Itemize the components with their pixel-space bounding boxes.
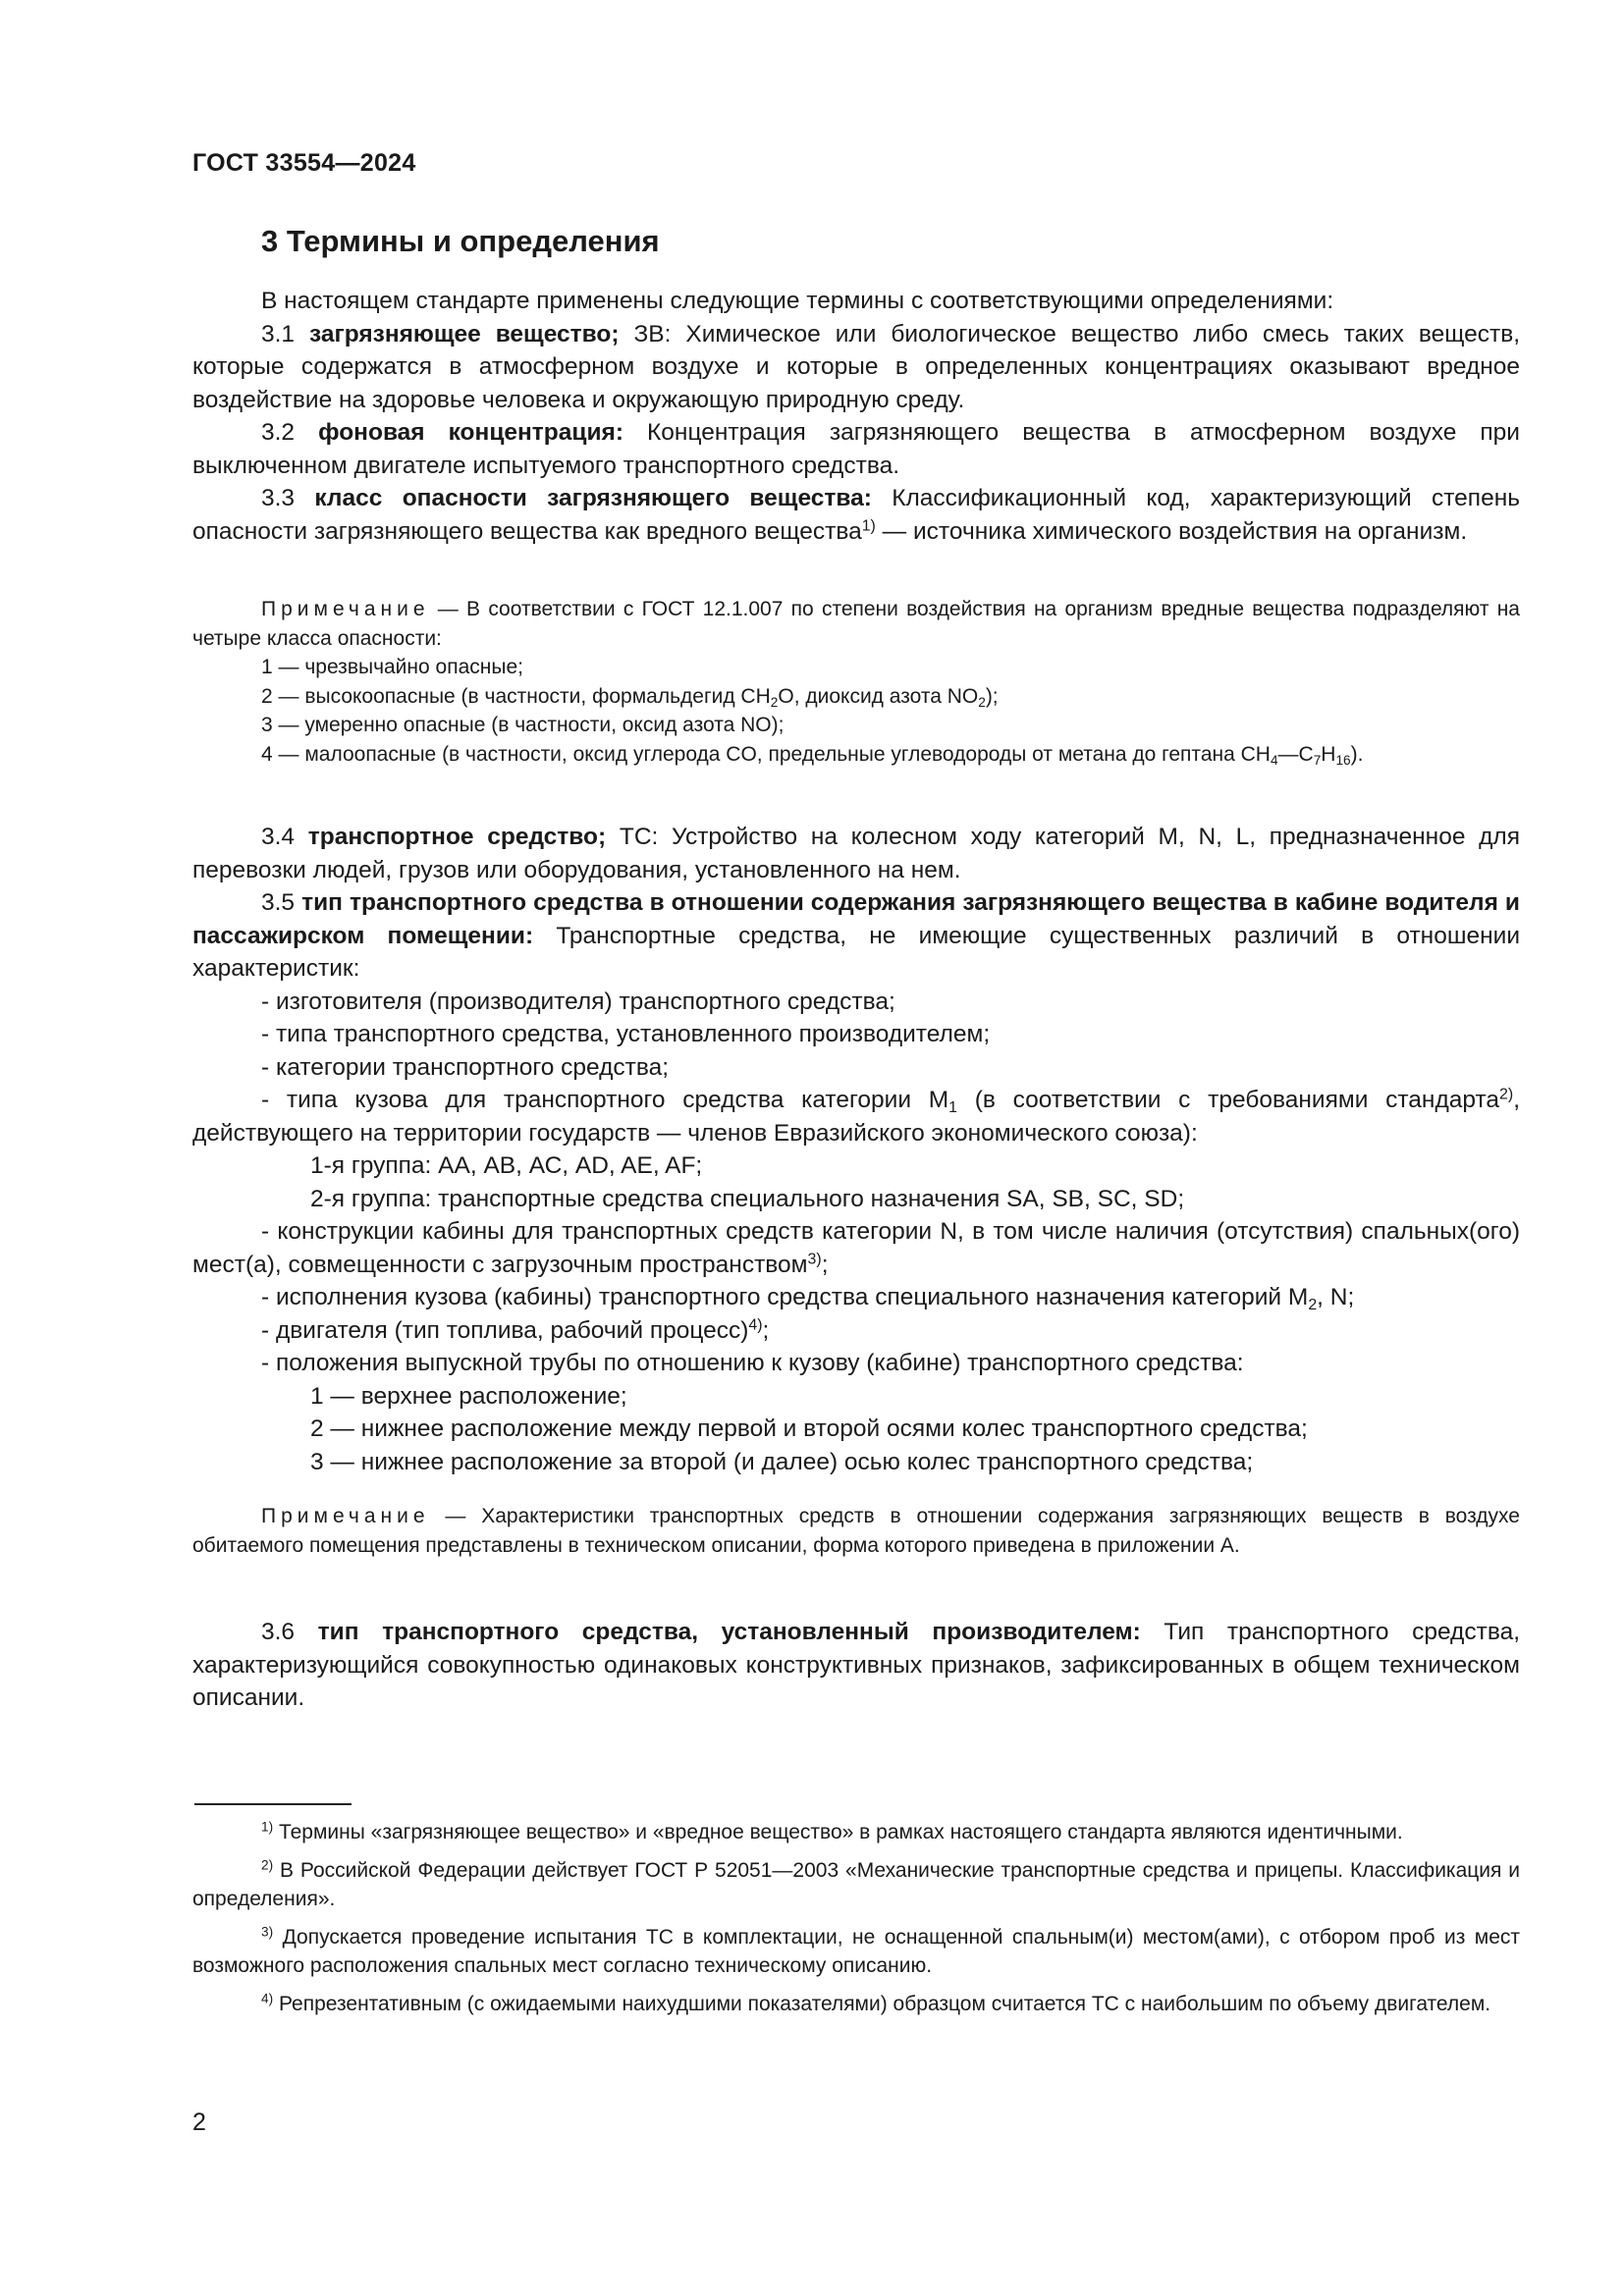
hazard-class-4 xyxy=(192,740,1520,770)
footnotes xyxy=(192,1818,1520,2028)
term-3-6 xyxy=(192,1616,1520,1715)
class-text: ). xyxy=(1350,742,1364,766)
term-definition: ТС: Устройство на колесном ходу категорий M, N, L, предназначенное для перевозки людей, грузов или оборудования, установленного на нем. xyxy=(192,824,1520,883)
term-definition: ЗВ: Химическое или биологическое вещество либо смесь таких веществ, которые содержатся в атмосферном воздухе и которые в определенных концентрациях оказывают вредное воздействие на здоровье человека и окружающую природную среду. xyxy=(192,320,1521,413)
term-number: 3.6 xyxy=(261,1619,296,1645)
footnote-mark: 2) xyxy=(261,1857,274,1873)
term-name: тип транспортного средства, установленный производителем: xyxy=(317,1619,1141,1645)
term-3-5 xyxy=(192,886,1520,986)
subscript: 7 xyxy=(1313,752,1322,768)
subscript: 2 xyxy=(978,694,986,710)
term-number: 3.4 xyxy=(261,824,296,850)
list-item xyxy=(192,1314,1520,1348)
term-number: 3.3 xyxy=(261,485,296,511)
item-text: ; xyxy=(821,1251,829,1278)
term-3-4 xyxy=(192,821,1520,886)
item-text: - исполнения кузова (кабины) транспортного средства специального назначения категорий M xyxy=(261,1284,1309,1310)
item-text: ; xyxy=(762,1316,770,1344)
subscript: 16 xyxy=(1335,752,1351,768)
note-body: — Характеристики транспортных средств в отношении содержания загрязняющих веществ в воздухе обитаемого помещения представлены в техническом описании, форма которого приведена в приложении А. xyxy=(192,1505,1520,1557)
term-name: тип транспортного средства в отношении содержания загрязняющего вещества в кабине водителя и пассажирском помещении: xyxy=(192,889,1520,949)
term-number: 3.1 xyxy=(261,320,296,347)
item-text: - двигателя (тип топлива, рабочий процесс) xyxy=(261,1316,749,1344)
footnote-text: Термины «загрязняющее вещество» и «вредное вещество» в рамках настоящего стандарта являются идентичными. xyxy=(273,1821,1403,1843)
class-text: 4 — малоопасные (в частности, оксид углерода CO, предельные углеводороды от метана до гептана CH xyxy=(261,742,1271,766)
note-characteristics xyxy=(192,1502,1520,1560)
term-3-3 xyxy=(192,482,1520,548)
list-item: - изготовителя (производителя) транспортного средства; xyxy=(261,988,895,1015)
footnote-ref[interactable]: 1) xyxy=(861,516,876,534)
term-name: загрязняющее вещество; xyxy=(309,320,620,347)
term-definition: Концентрация загрязняющего вещества в атмосферном воздухе при выключенном двигателе испытуемого транспортного средства. xyxy=(192,419,1520,479)
term-name: транспортное средство; xyxy=(307,824,607,850)
term-number: 3.5 xyxy=(261,889,296,916)
item-text: , действующего на территории государств — членов Евразийского экономического союза): xyxy=(192,1087,1521,1147)
footnote-ref[interactable]: 2) xyxy=(1499,1086,1514,1103)
footnote-mark: 1) xyxy=(261,1819,274,1835)
page-number: 2 xyxy=(192,2109,206,2136)
note-text xyxy=(192,595,1520,653)
group-item: 1-я группа: АА, АВ, АС, AD, AE, AF; xyxy=(310,1152,703,1179)
section-title: 3 Термины и определения xyxy=(261,224,660,258)
term-definition-cont: — источника химического воздействия на организм. xyxy=(875,517,1468,545)
term-definition: Классификационный код, характеризующий степень опасности загрязняющего вещества как вредного вещества xyxy=(192,485,1520,545)
term-name: класс опасности загрязняющего вещества: xyxy=(314,485,872,511)
subscript: 2 xyxy=(1308,1296,1318,1313)
group-item: 3 — нижнее расположение за второй (и далее) осью колес транспортного средства; xyxy=(310,1448,1254,1475)
terms-body xyxy=(192,285,1520,548)
footnote-1 xyxy=(192,1818,1520,1846)
note-text xyxy=(192,1502,1520,1560)
list-item: - типа транспортного средства, установленного производителем; xyxy=(261,1021,991,1047)
list-item xyxy=(192,1281,1520,1314)
terms-body-3 xyxy=(192,1616,1520,1715)
item-text: , N; xyxy=(1317,1284,1355,1310)
term-definition: Тип транспортного средства, характеризующийся совокупностью одинаковых конструктивных признаков, зафиксированных в общем техническом описании. xyxy=(192,1619,1520,1711)
footnote-text: Допускается проведение испытания ТС в комплектации, не оснащенной спальным(и) местом(ами), с отбором проб из мест возможного расположения спальных мест согласно техническому описанию. xyxy=(192,1926,1520,1977)
note-label: Примечание xyxy=(261,1505,430,1527)
list-item xyxy=(192,1084,1520,1149)
item-text: - конструкции кабины для транспортных средств категории N, в том числе наличия (отсутствия) спальных(ого) мест(а), совмещенности с загрузочным пространством xyxy=(192,1218,1520,1278)
hazard-class-2 xyxy=(192,682,1520,712)
group-item: 2-я группа: транспортные средства специального назначения SA, SB, SC, SD; xyxy=(310,1185,1185,1212)
term-definition: Транспортные средства, не имеющие существенных различий в отношении характеристик: xyxy=(192,922,1521,982)
footnote-separator xyxy=(194,1803,352,1805)
list-item: - положения выпускной трубы по отношению к кузову (кабине) транспортного средства: xyxy=(261,1350,1244,1376)
footnote-2 xyxy=(192,1856,1520,1913)
hazard-class-3: 3 — умеренно опасные (в частности, оксид азота NO); xyxy=(261,714,785,736)
item-text: (в соответствии с требованиями стандарта xyxy=(957,1087,1500,1113)
class-text: O, диоксид азота NO xyxy=(778,684,979,708)
list-item: - категории транспортного средства; xyxy=(261,1053,670,1081)
subscript: 1 xyxy=(948,1098,958,1116)
class-text: 2 — высокоопасные (в частности, формальдегид CH xyxy=(261,684,771,708)
term-3-1 xyxy=(192,318,1520,417)
note-label: Примечание xyxy=(261,598,430,620)
footnote-mark: 4) xyxy=(261,1991,274,2006)
group-item: 1 — верхнее расположение; xyxy=(310,1382,627,1410)
group-item: 2 — нижнее расположение между первой и второй осями колес транспортного средства; xyxy=(310,1415,1308,1442)
terms-body-2 xyxy=(192,821,1520,1478)
footnote-ref[interactable]: 4) xyxy=(748,1315,763,1333)
intro-paragraph: В настоящем стандарте применены следующие термины с соответствующими определениями: xyxy=(261,288,1334,314)
footnote-text: В Российской Федерации действует ГОСТ Р 52051—2003 «Механические транспортные средства и прицепы. Классификация и определения». xyxy=(192,1859,1520,1910)
footnote-text: Репрезентативным (с ожидаемыми наихудшими показателями) образцом считается ТС с наибольшим по объему двигателем. xyxy=(273,1993,1491,2015)
footnote-ref[interactable]: 3) xyxy=(807,1250,822,1267)
footnote-4 xyxy=(192,1990,1520,2018)
subscript: 4 xyxy=(1270,752,1278,768)
class-text: H xyxy=(1321,742,1336,766)
term-number: 3.2 xyxy=(261,419,296,446)
term-name: фоновая концентрация: xyxy=(318,419,623,446)
note-body: — В соответствии с ГОСТ 12.1.007 по степени воздействия на организм вредные вещества подразделяют на четыре класса опасности: xyxy=(192,598,1520,650)
class-text: ); xyxy=(985,684,999,708)
class-text: —C xyxy=(1277,742,1314,766)
subscript: 2 xyxy=(770,694,779,710)
footnote-mark: 3) xyxy=(261,1924,274,1940)
list-item xyxy=(192,1215,1520,1281)
term-3-2 xyxy=(192,416,1520,482)
standard-code: ГОСТ 33554—2024 xyxy=(192,149,416,177)
footnote-3 xyxy=(192,1923,1520,1980)
note-hazard-classes xyxy=(192,595,1520,769)
hazard-class-1: 1 — чрезвычайно опасные; xyxy=(261,656,523,678)
item-text: - типа кузова для транспортного средства категории M xyxy=(261,1087,949,1113)
